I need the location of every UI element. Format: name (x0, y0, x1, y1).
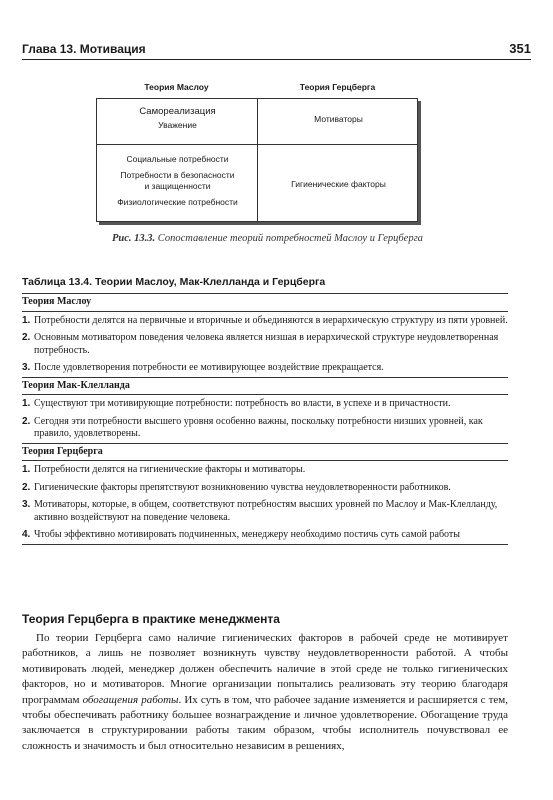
table-row (22, 329, 508, 359)
item-number: 1. (22, 464, 31, 475)
item-number: 1. (22, 398, 31, 409)
paragraph-emphasis: обогащения работы (82, 693, 179, 706)
figure-label: Потребности в безопасности (120, 170, 235, 180)
table-section-mcclelland (22, 377, 508, 443)
figure-left-top (97, 106, 258, 131)
figure-left-bottom (97, 154, 258, 208)
section-title: Теория Маслоу (22, 294, 508, 312)
table-row (22, 526, 508, 544)
item-text: Сегодня эти потребности высшего уровня особенно важны, поскольку потребности низших уровней, как правило, удовлетворены. (34, 415, 483, 439)
paragraph-text: По теории Герцберга само наличие гигиенических факторов в рабочей среде не мотивирует работников, а лишь не позволяет возникнуть чувству неудовлетворенности работой. А чтобы мотивировать людей, менеджер должен обеспечить наличие в этой среде не только гигиенических факторов, но и мотиваторов. Многие организации попытались реализовать эту теорию благодаря программам (22, 632, 508, 706)
section-title: Теория Герцберга (22, 444, 508, 462)
figure-right-bottom: Гигиенические факторы (291, 179, 386, 189)
chapter-title: Глава 13. Мотивация (22, 42, 146, 56)
table-row (22, 395, 508, 413)
item-number: 2. (22, 415, 31, 427)
table-row (22, 359, 508, 377)
caption-label: Рис. 13.3. (112, 233, 156, 244)
item-number: 4. (22, 529, 31, 540)
figure-col-herzberg: Теория Герцберга (299, 82, 376, 92)
item-text: Чтобы эффективно мотивировать подчиненных, менеджеру необходимо постичь суть самой работы (34, 529, 461, 540)
table-row (22, 479, 508, 497)
item-text: Потребности делятся на первичные и вторичные и объединяются в иерархическую структуру из пяти уровней. (34, 314, 508, 326)
table-section-herzberg (22, 443, 508, 544)
table-row (22, 461, 508, 479)
theories-table (22, 293, 508, 545)
figure-label: Социальные потребности (126, 154, 229, 164)
page-header (22, 40, 531, 60)
paragraph-text: . Их суть в том, что рабочее задание изменяется и расширяется с тем, чтобы обеспечивать работнику большее вознаграждение и личное удовлетворение. Обогащение труда заключается в структурировании работы таким образом, чтобы исполнитель почувствовал ее сложность и значимость и был относительно независим в решениях, (22, 693, 508, 752)
item-number: 3. (22, 499, 31, 510)
table-row (22, 496, 508, 526)
figure-label: и защищенности (144, 181, 211, 191)
figure-label: Физиологические потребности (117, 197, 238, 207)
figure-caption (112, 232, 432, 245)
figure-label: Уважение (158, 120, 197, 130)
figure-right-top: Мотиваторы (314, 114, 363, 124)
item-text: Мотиваторы, которые, в общем, соответствуют потребностям высших уровней по Маслоу и Мак-Клелланду, активно воздействуют на поведение человека. (34, 499, 498, 523)
table-row (22, 413, 508, 443)
item-text: Потребности делятся на гигиенические факторы и мотиваторы. (34, 464, 306, 475)
figure-divider-horizontal (97, 144, 417, 145)
page-number: 351 (509, 41, 531, 56)
figure-diagram (96, 98, 418, 222)
item-text: После удовлетворения потребности ее мотивирующее воздействие прекращается. (34, 362, 384, 373)
item-number: 1. (22, 314, 31, 326)
item-text: Основным мотиватором поведения человека является низшая в иерархической структуре неудовлетворенная потребность. (34, 332, 499, 356)
table-row (22, 312, 508, 330)
item-number: 2. (22, 481, 31, 493)
item-number: 2. (22, 332, 31, 343)
table-section-maslow (22, 293, 508, 377)
section-title: Теория Мак-Клелланда (22, 378, 508, 396)
item-number: 3. (22, 362, 31, 373)
caption-text: Сопоставление теорий потребностей Маслоу и Герцберга (155, 233, 423, 244)
figure-label: Самореализация (139, 106, 216, 117)
item-text: Гигиенические факторы препятствуют возникновению чувства неудовлетворенности работников. (34, 481, 451, 493)
body-paragraph (22, 631, 508, 754)
table-bottom-rule (22, 544, 508, 545)
figure-col-maslow: Теория Маслоу (144, 82, 209, 92)
section-heading: Теория Герцберга в практике менеджмента (22, 612, 280, 626)
table-title: Таблица 13.4. Теории Маслоу, Мак-Клелланда и Герцберга (22, 276, 326, 288)
figure-column-headers (96, 82, 418, 92)
item-text: Существуют три мотивирующие потребности: потребность во власти, в успехе и в причастности. (34, 398, 451, 409)
